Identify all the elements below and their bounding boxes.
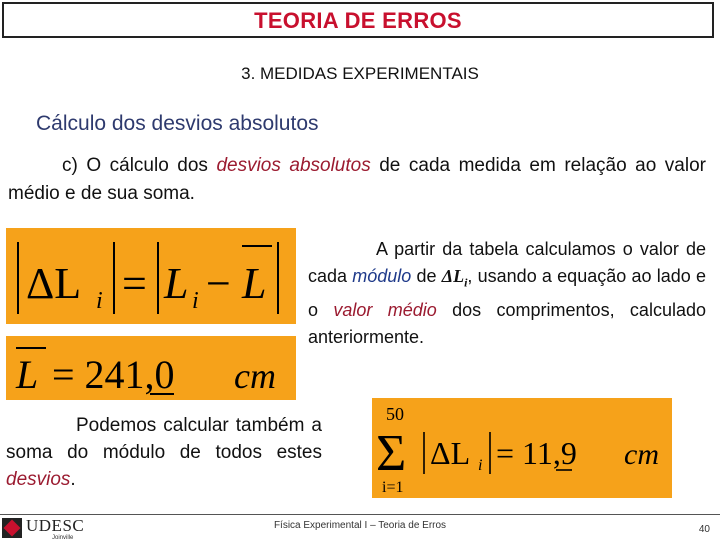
equation-sum — [372, 398, 672, 498]
equation-deviation-box — [6, 228, 296, 324]
equation-mean — [6, 336, 296, 400]
paragraph-right-text-4: dos comprimentos, calculado anteriormente. — [308, 299, 706, 347]
paragraph-c-text-2: de cada medida em relação ao valor médio e de sua soma. — [8, 155, 706, 204]
paragraph-c-highlight: desvios absolutos — [216, 155, 371, 176]
eq1-rhs-sub: i — [192, 288, 199, 314]
eq1-mean: L — [242, 259, 267, 308]
subtitle: Cálculo dos desvios absolutos — [36, 112, 319, 135]
paragraph-right-text-3: , usando a equação ao lado e o — [308, 266, 706, 320]
page-number: 40 — [698, 524, 710, 535]
udesc-logo-text: UDESC — [26, 516, 85, 535]
eq1-equals: = — [122, 259, 147, 308]
paragraph-right-highlight-valor: valor médio — [333, 299, 437, 320]
eq3-term-sub: i — [478, 457, 483, 474]
section-heading: 3. MEDIDAS EXPERIMENTAIS — [241, 64, 479, 83]
paragraph-right — [308, 236, 706, 351]
paragraph-right-text-2: de — [411, 266, 442, 286]
eq1-lhs: ΔL — [26, 259, 82, 308]
udesc-logo-subtext: Joinville — [52, 535, 74, 541]
paragraph-left-text-1: Podemos calcular também a soma do módulo de todos estes — [6, 415, 322, 463]
paragraph-c — [8, 152, 706, 208]
equation-deviation — [6, 228, 296, 324]
eq3-lower-limit: i=1 — [382, 479, 404, 496]
title-box — [2, 2, 714, 38]
eq3-unit: cm — [624, 438, 659, 471]
eq1-minus: − — [206, 259, 231, 308]
eq3-term: ΔL — [430, 435, 471, 471]
equation-mean-box — [6, 336, 296, 400]
paragraph-right-symbol-sub: i — [464, 275, 468, 290]
eq3-sigma: Σ — [376, 425, 407, 482]
page-title: TEORIA DE ERROS — [254, 8, 462, 33]
eq3-upper-limit: 50 — [386, 404, 404, 424]
paragraph-right-symbol: ΔL — [441, 266, 465, 286]
eq2-value: = 241,0 — [52, 352, 175, 397]
equation-sum-box — [372, 398, 672, 498]
eq3-value: = 11,9 — [496, 435, 577, 471]
eq1-rhs: L — [164, 259, 189, 308]
paragraph-left — [6, 412, 322, 493]
paragraph-left-text-2: . — [70, 469, 76, 490]
paragraph-c-text-1: c) O cálculo dos — [62, 155, 217, 176]
footer-divider — [0, 514, 720, 515]
eq2-unit: cm — [234, 356, 276, 396]
paragraph-right-text-1: A partir da tabela calculamos o valor de cada — [308, 239, 706, 286]
paragraph-right-highlight-modulo: módulo — [352, 266, 412, 286]
paragraph-left-highlight: desvios — [6, 469, 71, 490]
eq1-lhs-sub: i — [96, 288, 103, 314]
eq2-lhs: L — [16, 352, 39, 397]
footer-text: Física Experimental I – Teoria de Erros — [273, 520, 447, 531]
